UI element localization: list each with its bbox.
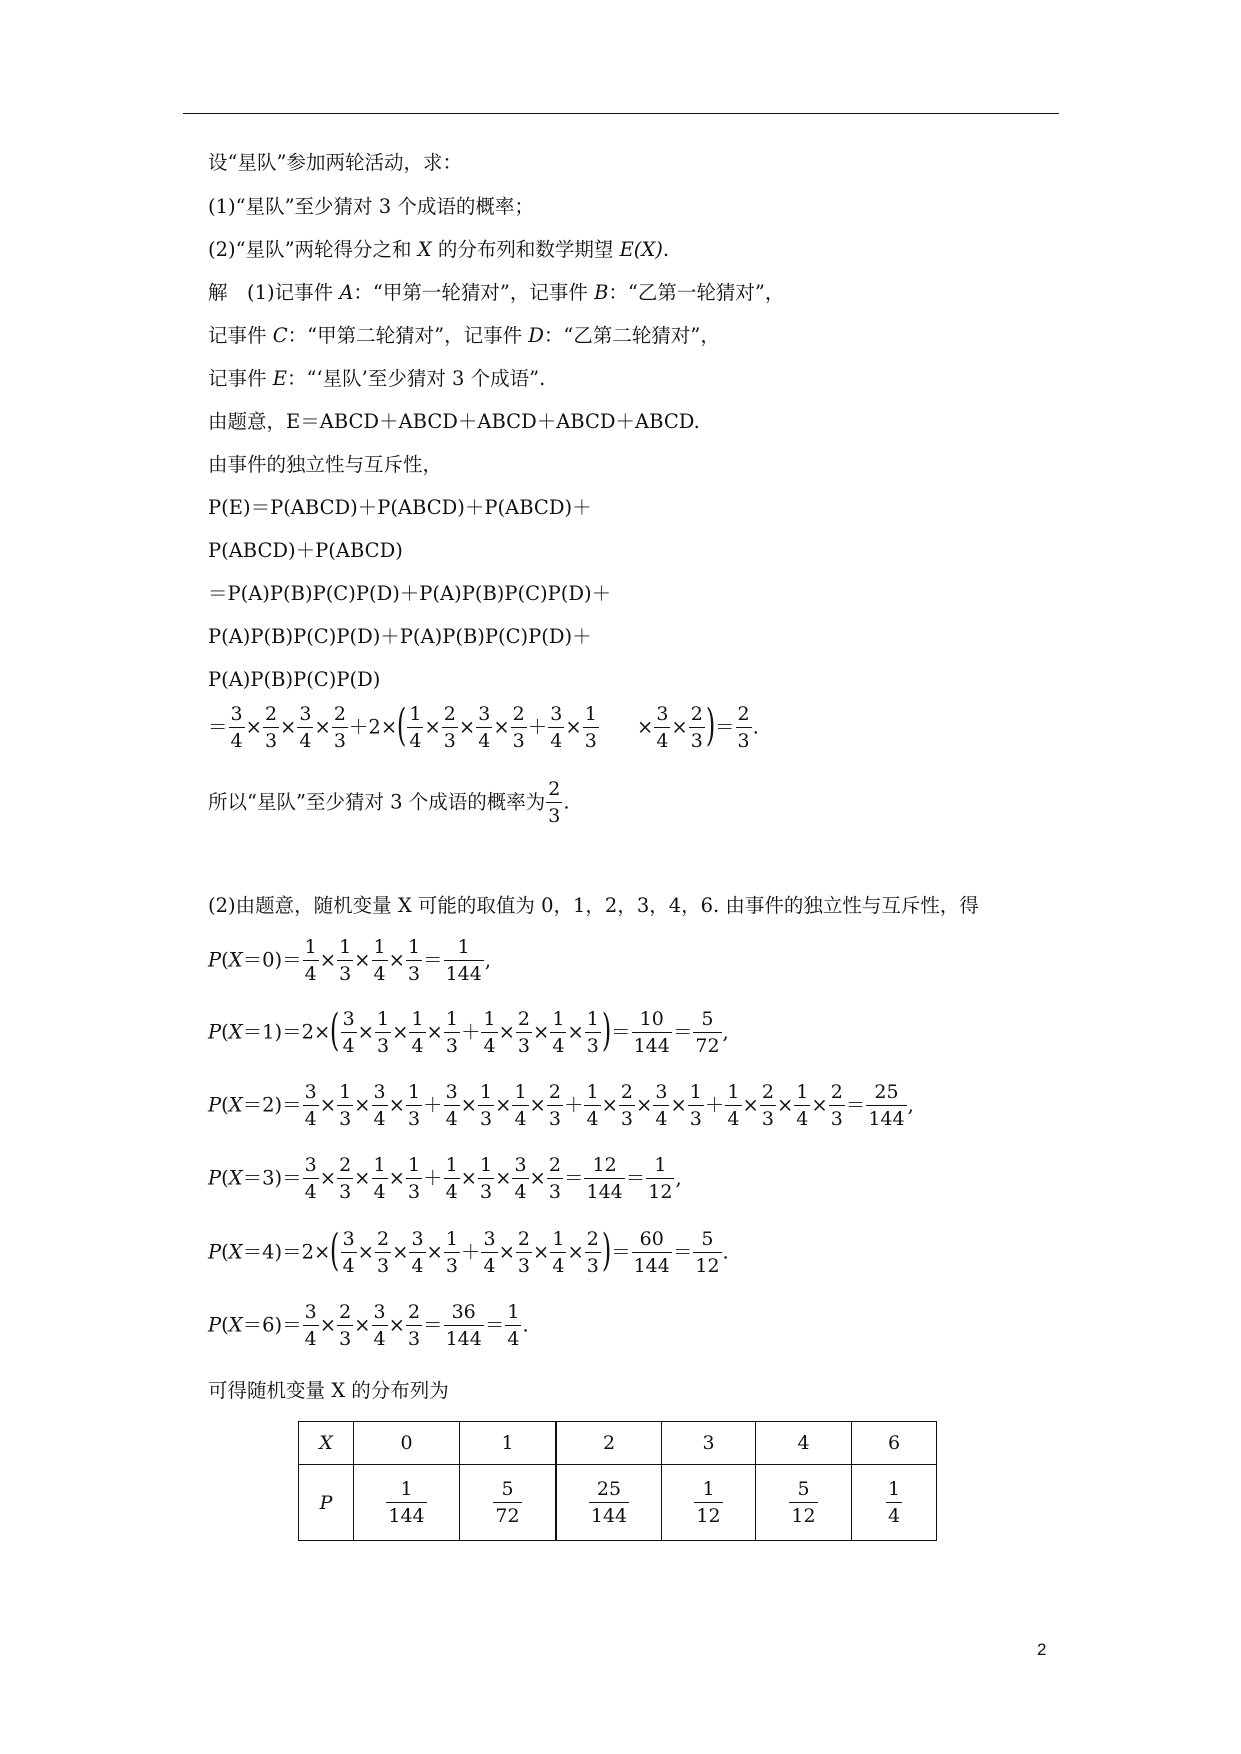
probability-line-3: ＝P(A)P(B)P(C)P(D)＋P(A)P(B)P(C)P(D)＋ (208, 582, 612, 605)
px2: P(X＝2)＝ $\frac{3}{4}$ × $\frac{1}{3}$ × $\frac{3}{4}$ × $\frac{1}{3}$ ＋ $\frac{3}{4}$ × $\frac{1}{3}$ × $\frac{1}{4}$ × $\frac{2}{3}$ ＋ $\frac{1}{4}$ × $\frac{2}{3}$ × $\frac{3}{4}$ × $\frac{1}{3}$ ＋ $\frac{1}{4}$ × $\frac{2}{3}$ × $\frac{1}{4}$ × $\frac{2}{3}$ ＝ $\frac{25}{144}$ , (208, 1081, 914, 1130)
x-value: 4 (756, 1422, 852, 1465)
x-value: 0 (354, 1422, 460, 1465)
probability-line-2: P(ABCD)＋P(ABCD) (208, 539, 403, 562)
px0: P(X＝0)＝ $\frac{1}{4}$ × $\frac{1}{3}$ × $\frac{1}{4}$ × $\frac{1}{3}$ ＝ $\frac{1}{144}$ , (208, 936, 492, 985)
solution-line-3: 记事件 E：“‘星队’至少猜对 3 个成语”. (208, 367, 546, 390)
solution-line-2: 记事件 C：“甲第二轮猜对”，记事件 D：“乙第二轮猜对”， (208, 324, 720, 347)
question-1: (1)“星队”至少猜对 3 个成语的概率； (208, 195, 534, 218)
distribution-intro: 可得随机变量 X 的分布列为 (208, 1379, 449, 1402)
event-E-expression: 由题意，E＝ABCD＋ABCD＋ABCD＋ABCD＋ABCD. (208, 410, 700, 433)
x-value: 6 (852, 1422, 937, 1465)
solution-2-intro: (2)由题意，随机变量 X 可能的取值为 0，1，2，3，4，6. 由事件的独立性与互斥性，得 (208, 894, 979, 917)
page-number: 2 (1037, 1640, 1047, 1659)
header-rule (183, 113, 1059, 114)
probability-computation: ＝ $\frac{3}{4}$ × $\frac{2}{3}$ × $\frac{3}{4}$ × $\frac{2}{3}$ ＋2×( $\frac{1}{4}$ × $\frac{2}{3}$ × $\frac{3}{4}$ × $\frac{2}{3}$ ＋ $\frac{3}{4}$ × $\frac{1}{3}$ × $\frac{3}{4}$ × $\frac{2}{3}$ )＝ $\frac{2}{3}$ . (208, 700, 759, 752)
px3: P(X＝3)＝ $\frac{3}{4}$ × $\frac{2}{3}$ × $\frac{1}{4}$ × $\frac{1}{3}$ ＋ $\frac{1}{4}$ × $\frac{1}{3}$ × $\frac{3}{4}$ × $\frac{2}{3}$ ＝ $\frac{12}{144}$ ＝ $\frac{1}{12}$ , (208, 1154, 682, 1203)
distribution-table (298, 1421, 937, 1541)
p-value: $\frac{1}{4}$ (852, 1465, 937, 1541)
x-value: 3 (662, 1422, 756, 1465)
x-value: 2 (556, 1422, 662, 1465)
p-value: $\frac{5}{72}$ (460, 1465, 557, 1541)
conclusion-1: 所以“星队”至少猜对 3 个成语的概率为 $\frac{2}{3}$ . (208, 778, 570, 827)
solution-line-1: 解 (1)记事件 A：“甲第一轮猜对”，记事件 B：“乙第一轮猜对”， (208, 281, 785, 304)
question-2: (2)“星队”两轮得分之和 X 的分布列和数学期望 E(X). (208, 238, 670, 261)
probability-line-4: P(A)P(B)P(C)P(D)＋P(A)P(B)P(C)P(D)＋ (208, 625, 592, 648)
probability-line-1: P(E)＝P(ABCD)＋P(ABCD)＋P(ABCD)＋ (208, 496, 592, 519)
p-value: $\frac{25}{144}$ (556, 1465, 662, 1541)
independence-note: 由事件的独立性与互斥性， (208, 453, 443, 476)
px4: P(X＝4)＝2×( $\frac{3}{4}$ × $\frac{2}{3}$ × $\frac{3}{4}$ × $\frac{1}{3}$ ＋ $\frac{3}{4}$ × $\frac{2}{3}$ × $\frac{1}{4}$ × $\frac{2}{3}$ )＝ $\frac{60}{144}$ ＝ $\frac{5}{12}$ . (208, 1225, 729, 1277)
p-value: $\frac{5}{12}$ (756, 1465, 852, 1541)
p-label: P (299, 1465, 354, 1541)
px6: P(X＝6)＝ $\frac{3}{4}$ × $\frac{2}{3}$ × $\frac{3}{4}$ × $\frac{2}{3}$ ＝ $\frac{36}{144}$ ＝ $\frac{1}{4}$ . (208, 1301, 529, 1350)
table-row-x (299, 1422, 937, 1465)
x-value: 1 (460, 1422, 557, 1465)
probability-line-5: P(A)P(B)P(C)P(D) (208, 668, 381, 691)
intro-line-1: 设“星队”参加两轮活动，求： (208, 151, 462, 174)
x-label: X (299, 1422, 354, 1465)
table-row-p (299, 1465, 937, 1541)
p-value: $\frac{1}{144}$ (354, 1465, 460, 1541)
p-value: $\frac{1}{12}$ (662, 1465, 756, 1541)
px1: P(X＝1)＝2×( $\frac{3}{4}$ × $\frac{1}{3}$ × $\frac{1}{4}$ × $\frac{1}{3}$ ＋ $\frac{1}{4}$ × $\frac{2}{3}$ × $\frac{1}{4}$ × $\frac{1}{3}$ )＝ $\frac{10}{144}$ ＝ $\frac{5}{72}$ , (208, 1005, 729, 1057)
